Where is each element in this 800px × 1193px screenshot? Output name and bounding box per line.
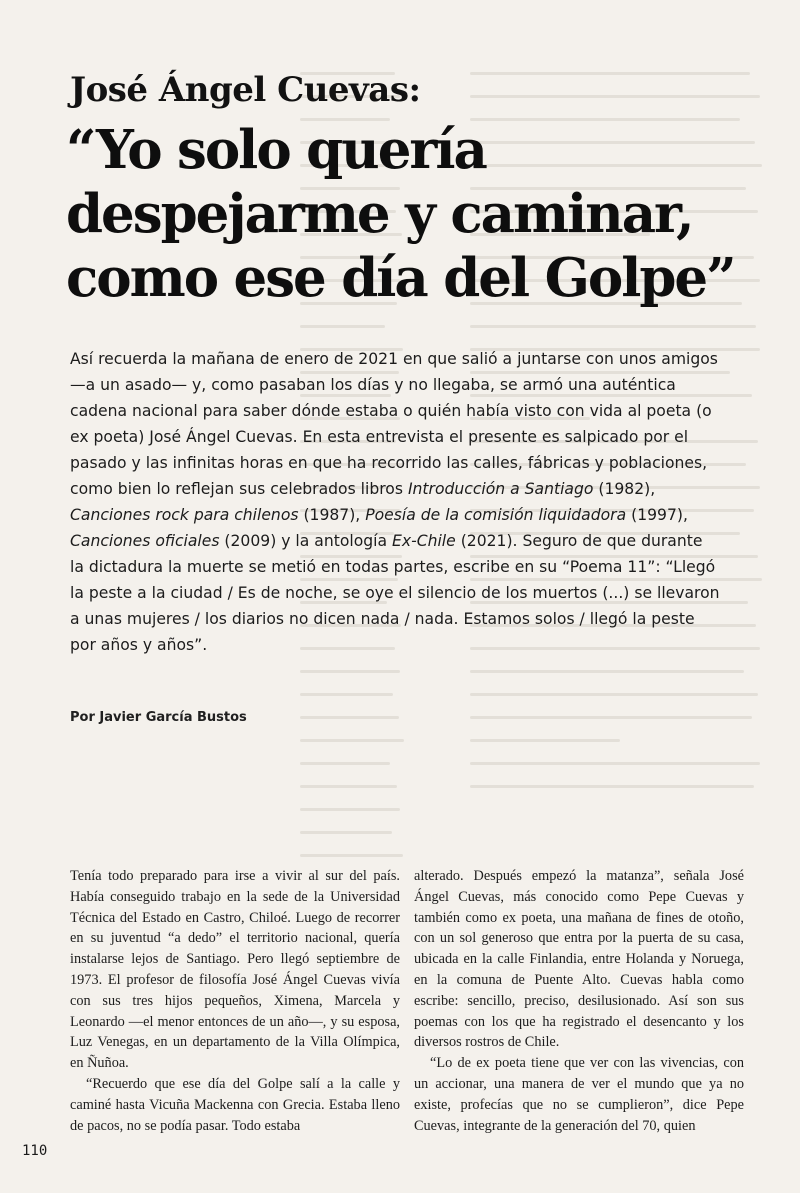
lede-text: (1982), — [593, 480, 656, 498]
article-headline: “Yo solo quería despejarme y caminar, como ese día del Golpe” — [66, 119, 735, 309]
lede-text: Así recuerda la mañana de enero de 2021 en que salió a juntarse con unos amigos —a un asado— y, como pasaban los días y no llegaba, se armó una auténtica cadena nacional para saber dónde estaba o quién había visto con vida al poeta (o ex poeta) José Ángel Cuevas. En esta entrevista el presente es salpicado por el pasado y las infinitas horas en que ha recorrido las calles, fábricas y poblaciones, como bien lo reflejan sus celebrados libros — [70, 350, 718, 498]
lede-text: (2009) y la antología — [219, 532, 392, 550]
body-paragraph: “Lo de ex poeta tiene que ver con las vivencias, con un accionar, una manera de ver el mundo que ya no existe, profecías que no se cumplieron”, dice Pepe Cuevas, integrante de la generación del 70, quien — [414, 1055, 744, 1134]
byline: Por Javier García Bustos — [70, 710, 247, 725]
book-title: Poesía de la comisión liquidadora — [365, 506, 627, 524]
book-title: Ex-Chile — [391, 532, 456, 550]
lede-text: (2021). Seguro de que durante la dictadura la muerte se metió en todas partes, escribe en su “Poema 11”: “Llegó la peste a la ciudad / Es de noche, se oye el silencio de los muertos (...) se llevaron a unas mujeres / los diarios no dicen nada / nada. Estamos solos / llegó la peste por años y años”. — [70, 532, 720, 654]
article-lede — [70, 346, 720, 658]
book-title: Canciones rock para chilenos — [70, 506, 299, 524]
book-title: Canciones oficiales — [70, 532, 220, 550]
body-paragraph: alterado. Después empezó la matanza”, señala José Ángel Cuevas, más conocido como Pepe Cuevas y también como ex poeta, una mañana de fines de otoño, con un sol generoso que entra por la puerta de su casa, ubicada en la calle Finlandia, entre Holanda y Noruega, en la comuna de Puente Alto. Cuevas habla como escribe: sencillo, preciso, desilusionado. Así son sus poemas con los que ha registrado el desencanto y los diversos rostros de Chile. — [414, 868, 744, 1051]
body-paragraph: Tenía todo preparado para irse a vivir al sur del país. Había conseguido trabajo en la sede de la Universidad Técnica del Estado en Castro, Chiloé. Luego de recorrer en su juventud “a dedo” el territorio nacional, quería instalarse lejos de Santiago. Pero llegó septiembre de 1973. El profesor de filosofía José Ángel Cuevas vivía con sus tres hijos pequeños, Ximena, Marcela y Leonardo —el menor entonces de un año—, y su esposa, Luz Venegas, en un departamento de la Villa Olímpica, en Ñuñoa. — [70, 868, 400, 1072]
lede-text: (1987), — [298, 506, 366, 524]
body-column-right — [414, 866, 744, 1136]
article-kicker: José Ángel Cuevas: — [70, 70, 421, 110]
lede-text: (1997), — [626, 506, 688, 524]
book-title: Introducción a Santiago — [407, 480, 594, 498]
body-paragraph: “Recuerdo que ese día del Golpe salí a la calle y caminé hasta Vicuña Mackenna con Grecia. Estaba lleno de pacos, no se podía pasar. Todo estaba — [70, 1075, 400, 1134]
body-column-left — [70, 866, 400, 1136]
page-number: 110 — [22, 1143, 48, 1159]
